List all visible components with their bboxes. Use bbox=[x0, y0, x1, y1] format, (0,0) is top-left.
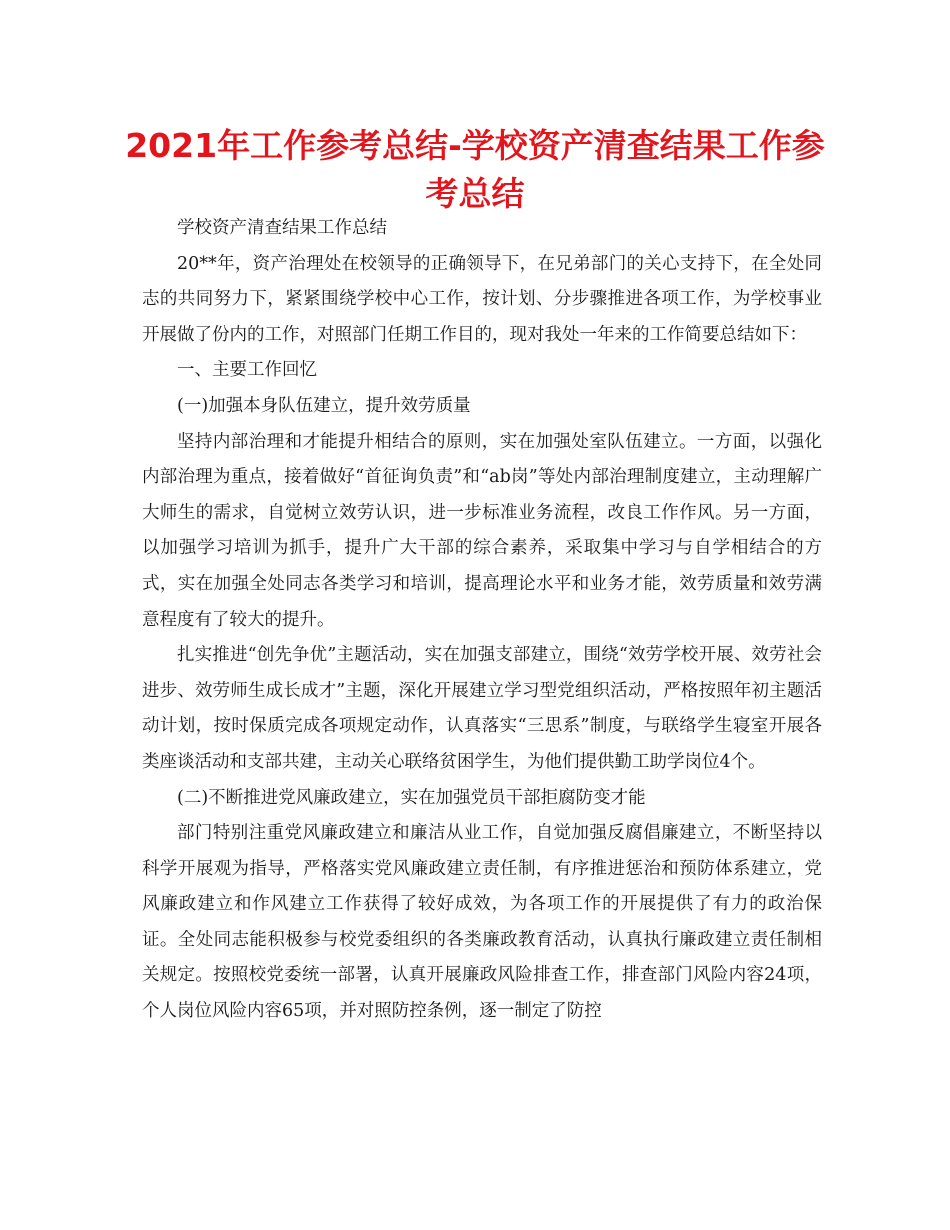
subsection-heading-integrity: (二)不断推进党风廉政建立，实在加强党员干部拒腐防变才能 bbox=[177, 787, 646, 808]
document-title: 2021年工作参考总结-学校资产清查结果工作参考总结 bbox=[125, 126, 825, 213]
paragraph-subtitle: 学校资产清查结果工作总结 bbox=[177, 218, 387, 238]
paragraph-integrity: 部门特别注重党风廉政建立和廉洁从业工作，自觉加强反腐倡廉建立，不断坚持以科学开展观为指导，严格落实党风廉政建立责任制，有序推进惩治和预防体系建立，党风廉政建立和作风建立工作获得了较好成效，为各项工作的开展提供了有力的政治保证。全处同志能积极参与校党委组织的各类廉政教育活动，认真执行廉政建立责任制相关规定。按照校党委统一部署，认真开展廉政风险排查工作，排查部门风险内容24项，个人岗位风险内容65项，并对照防控条例，逐一制定了防控 bbox=[142, 823, 822, 1022]
paragraph-intro: 20**年，资产治理处在校领导的正确领导下，在兄弟部门的关心支持下，在全处同志的共同努力下，紧紧围绕学校中心工作，按计划、分步骤推进各项工作，为学校事业开展做了份内的工作，对照部门任期工作目的，现对我处一年来的工作简要总结如下： bbox=[142, 253, 822, 345]
section-heading-main-work: 一、主要工作回忆 bbox=[177, 360, 317, 381]
document-body bbox=[142, 211, 822, 1030]
subsection-heading-team-building: (一)加强本身队伍建立，提升效劳质量 bbox=[177, 395, 471, 416]
paragraph-team-building: 坚持内部治理和才能提升相结合的原则，实在加强处室队伍建立。一方面，以强化内部治理为重点，接着做好“首征询负责”和“ab岗”等处内部治理制度建立，主动理解广大师生的需求，自觉树立效劳认识，进一步标准业务流程，改良工作作风。另一方面，以加强学习培训为抓手，提升广大干部的综合素养，采取集中学习与自学相结合的方式，实在加强全处同志各类学习和培训，提高理论水平和业务才能，效劳质量和效劳满意程度有了较大的提升。 bbox=[142, 431, 822, 630]
paragraph-excellence-campaign: 扎实推进“创先争优”主题活动，实在加强支部建立，围绕“效劳学校开展、效劳社会进步、效劳师生成长成才”主题，深化开展建立学习型党组织活动，严格按照年初主题活动计划，按时保质完成各项规定动作，认真落实“三思系”制度，与联络学生寝室开展各类座谈活动和支部共建，主动关心联络贫困学生，为他们提供勤工助学岗位4个。 bbox=[142, 645, 822, 772]
